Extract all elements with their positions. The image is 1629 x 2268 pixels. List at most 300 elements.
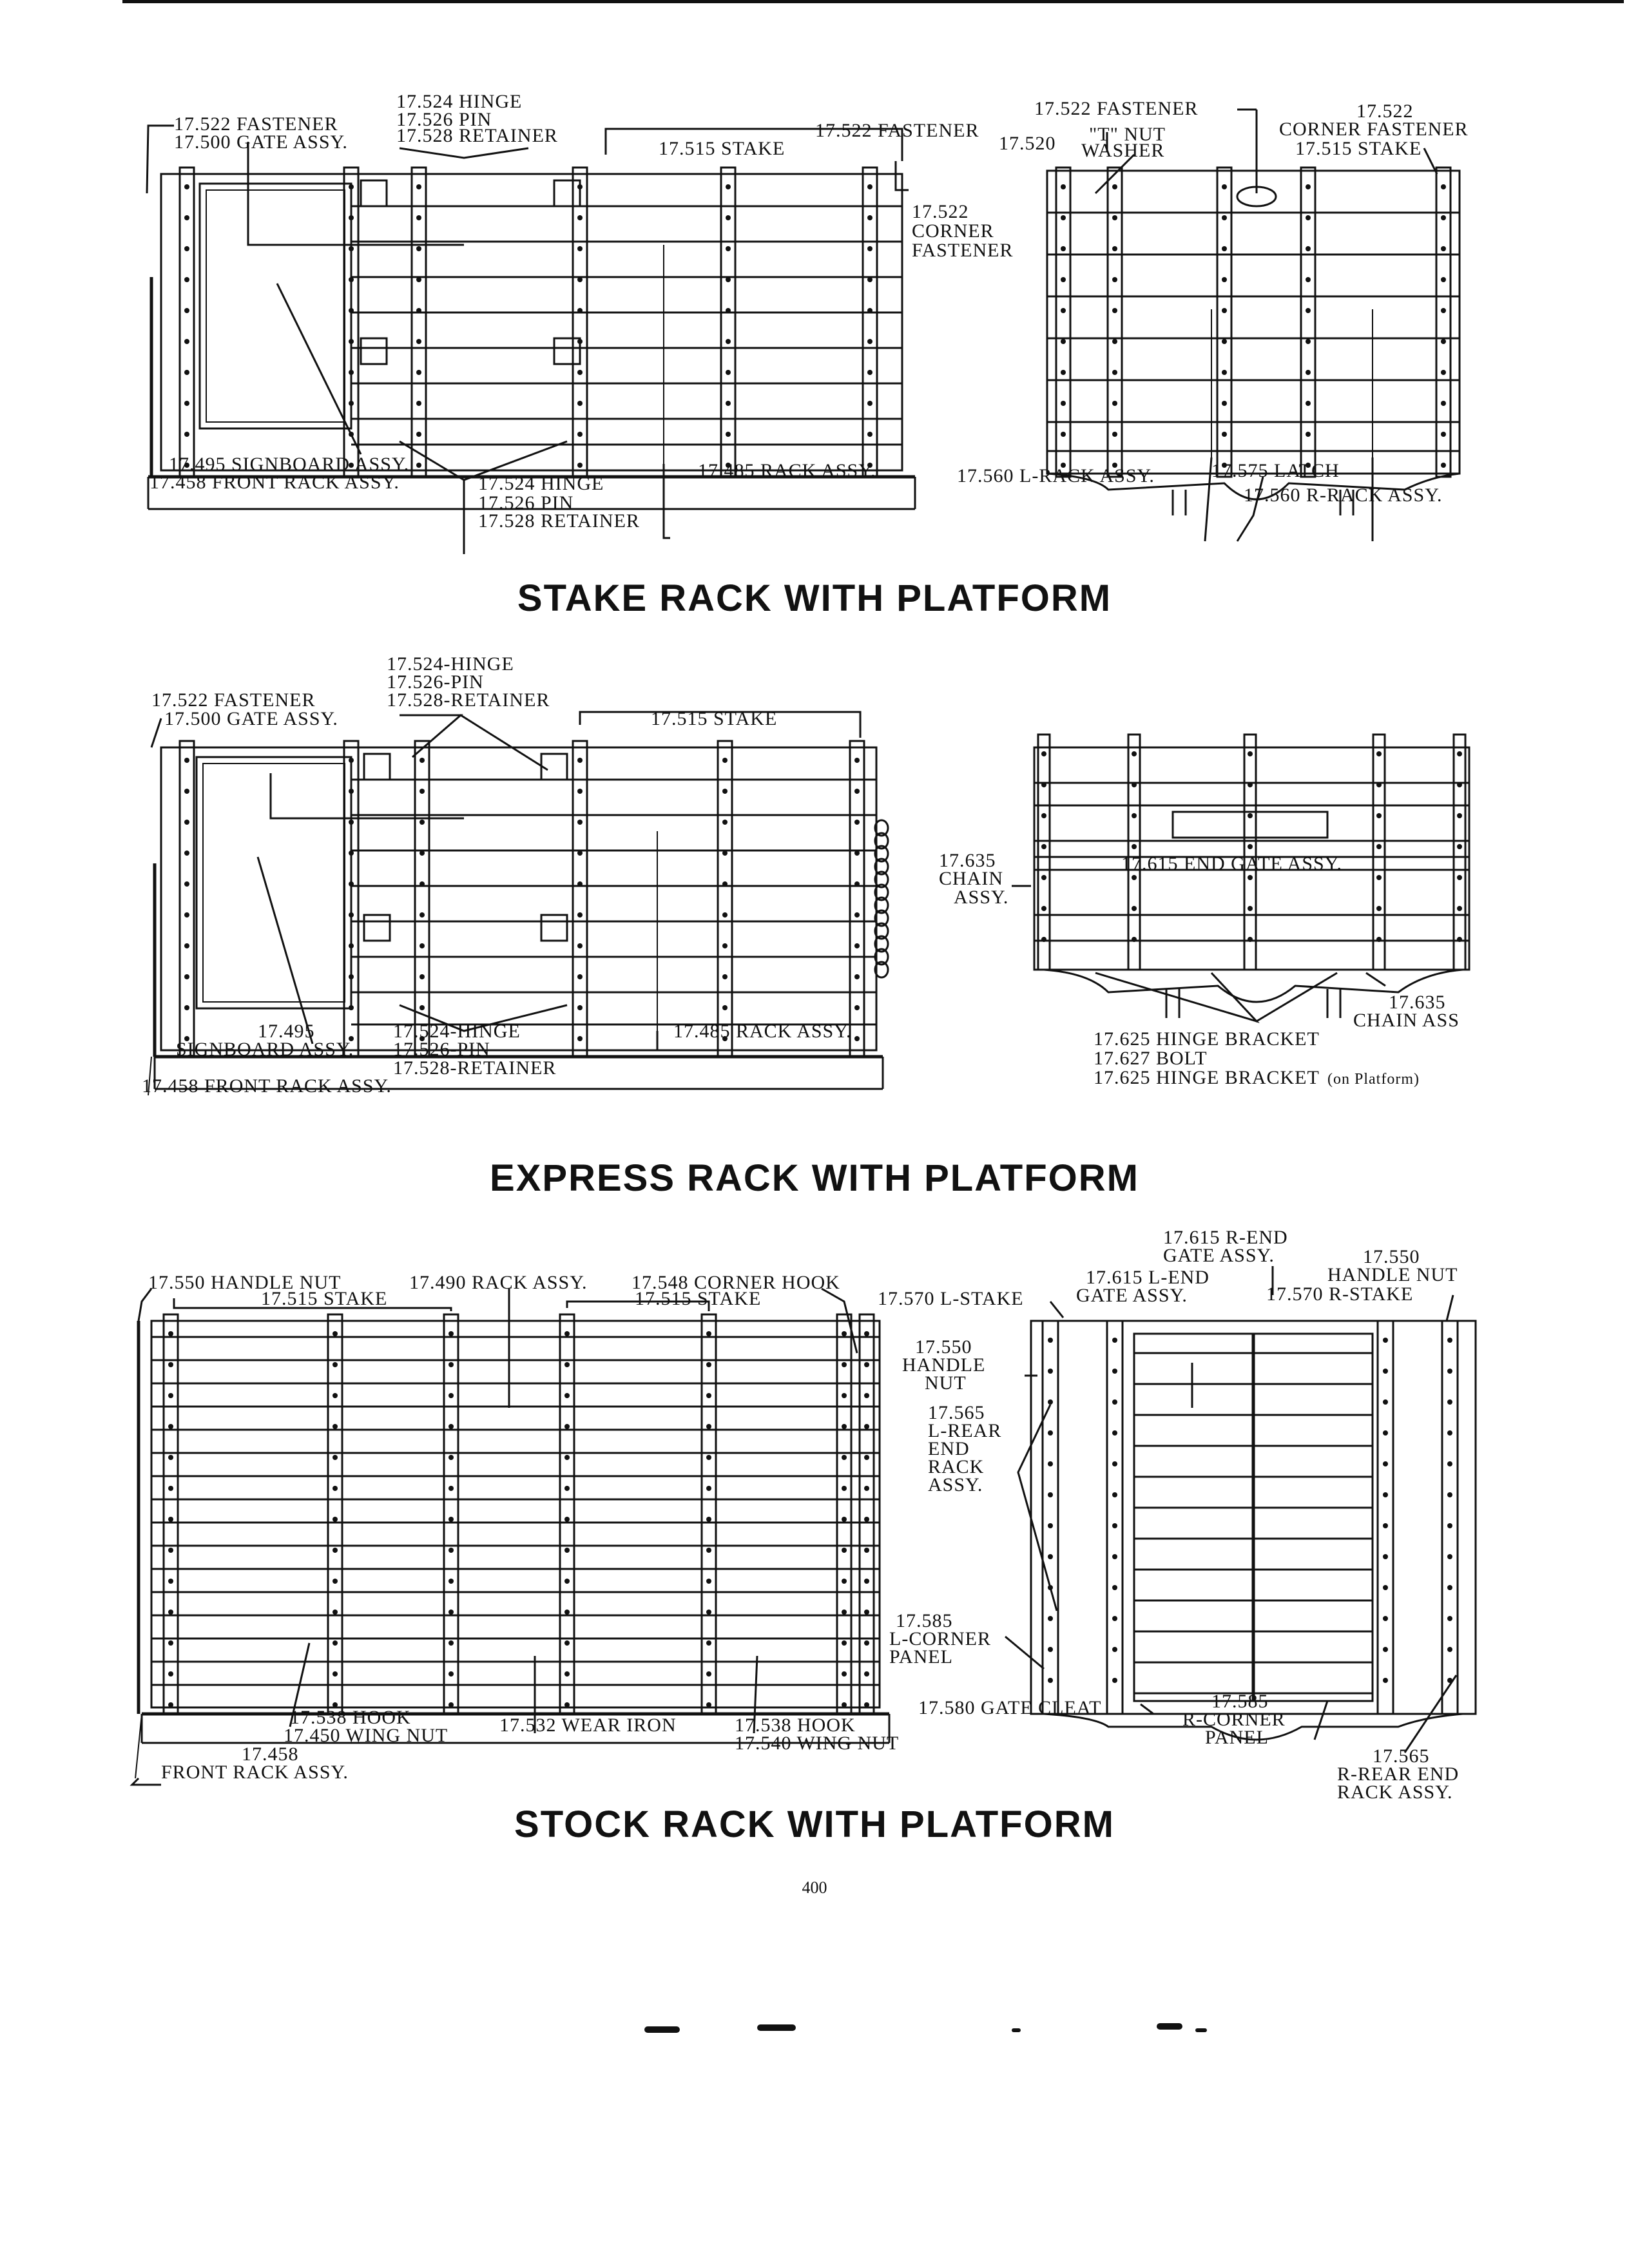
bolt-dot: [1041, 875, 1046, 880]
stock-end-label-r-corner-num: 17.585: [1211, 1691, 1269, 1712]
bolt-dot: [416, 432, 421, 437]
bolt-dot: [867, 401, 872, 406]
bolt-dot: [1041, 813, 1046, 818]
bolt-dot: [842, 1579, 847, 1584]
bolt-dot: [1383, 1338, 1388, 1343]
bolt-dot: [577, 850, 583, 856]
express-end-label-chain-num: 17.635: [939, 850, 996, 871]
bolt-dot: [333, 1548, 338, 1553]
bolt-dot: [1061, 277, 1066, 282]
stock-label-wing-nut: 17.450 WING NUT: [284, 1725, 448, 1746]
bolt-dot: [1041, 751, 1046, 756]
bolt-dot: [864, 1702, 869, 1707]
stake-post: [1108, 168, 1122, 477]
bolt-dot: [706, 1671, 711, 1677]
bolt-dot: [722, 758, 728, 763]
stake-label-stake: 17.515 STAKE: [659, 138, 786, 159]
stake-post: [1436, 168, 1451, 477]
stock-end-label-l-corner-panel: PANEL: [889, 1646, 953, 1667]
stake-label-fastener: 17.522 FASTENER: [174, 113, 338, 135]
scan-mark: [644, 2026, 680, 2033]
bolt-dot: [854, 850, 860, 856]
bolt-dot: [184, 789, 189, 794]
bolt-dot: [416, 463, 421, 468]
bolt-dot: [184, 881, 189, 887]
stake-post: [1373, 735, 1385, 970]
bolt-dot: [564, 1579, 570, 1584]
bolt-dot: [333, 1517, 338, 1522]
bolt-dot: [1248, 937, 1253, 942]
stock-end-label-r-corner: R-CORNER: [1182, 1709, 1286, 1730]
bolt-dot: [1441, 432, 1446, 437]
bolt-dot: [864, 1424, 869, 1429]
stock-end-label-r-stake: 17.570 R-STAKE: [1266, 1283, 1414, 1305]
bolt-dot: [1048, 1554, 1053, 1559]
stake-post: [1043, 1321, 1058, 1714]
bolt-dot: [448, 1548, 454, 1553]
stock-end-label-r-rear-assy: RACK ASSY.: [1337, 1782, 1453, 1803]
bolt-dot: [168, 1640, 173, 1646]
hinge-box: [361, 180, 387, 206]
stake-end-label-corner-num: 17.522: [1356, 101, 1414, 122]
bolt-dot: [854, 974, 860, 979]
stock-end-label-l-end: 17.615 L-END: [1086, 1267, 1210, 1288]
stock-end-label-nut: NUT: [925, 1372, 967, 1394]
bolt-dot: [577, 215, 583, 220]
bolt-dot: [726, 308, 731, 313]
bolt-dot: [1447, 1492, 1452, 1497]
bolt-dot: [1447, 1523, 1452, 1528]
stock-rack-title: STOCK RACK WITH PLATFORM: [514, 1803, 1115, 1845]
stock-label-hook: 17.538 HOOK: [290, 1707, 411, 1728]
bolt-dot: [448, 1486, 454, 1491]
bolt-dot: [564, 1362, 570, 1367]
bolt-dot: [1061, 339, 1066, 344]
bolt-dot: [854, 789, 860, 794]
bolt-dot: [1041, 906, 1046, 911]
stake-label-pin-2: 17.526 PIN: [478, 492, 574, 514]
bolt-dot: [1376, 937, 1382, 942]
bolt-dot: [1112, 339, 1117, 344]
bolt-dot: [577, 789, 583, 794]
scan-mark: [1195, 2028, 1207, 2032]
bolt-dot: [1383, 1461, 1388, 1466]
bolt-dot: [1376, 844, 1382, 849]
bolt-dot: [184, 974, 189, 979]
bolt-dot: [1441, 463, 1446, 468]
bolt-dot: [1306, 339, 1311, 344]
bolt-dot: [1383, 1585, 1388, 1590]
express-label-hinge-2: 17.524-HINGE: [393, 1021, 521, 1042]
stake-label-retainer-2: 17.528 RETAINER: [478, 510, 640, 532]
bolt-dot: [184, 277, 189, 282]
express-end-label-on-platform: (on Platform): [1327, 1071, 1420, 1088]
bolt-dot: [1061, 432, 1066, 437]
bolt-dot: [333, 1424, 338, 1429]
bolt-dot: [1441, 246, 1446, 251]
bolt-dot: [1222, 215, 1227, 220]
stock-end-label-end: END: [928, 1438, 970, 1459]
bolt-dot: [864, 1517, 869, 1522]
stock-end-label-r-rear: R-REAR END: [1337, 1763, 1460, 1785]
bolt-dot: [706, 1702, 711, 1707]
express-label-pin-2: 17.526-PIN: [393, 1039, 490, 1060]
bolt-dot: [564, 1393, 570, 1398]
stock-label-handle-nut: 17.550 HANDLE NUT: [148, 1272, 342, 1293]
bolt-dot: [1048, 1461, 1053, 1466]
bolt-dot: [577, 758, 583, 763]
bolt-dot: [1061, 308, 1066, 313]
stake-post: [1038, 735, 1050, 970]
bolt-dot: [1441, 401, 1446, 406]
bolt-dot: [1132, 844, 1137, 849]
bolt-dot: [1132, 813, 1137, 818]
bolt-dot: [564, 1424, 570, 1429]
bolt-dot: [1112, 1523, 1117, 1528]
stock-end-label-r-end-gate: GATE ASSY.: [1163, 1245, 1275, 1266]
bolt-dot: [722, 943, 728, 948]
bolt-dot: [1248, 844, 1253, 849]
bolt-dot: [1376, 875, 1382, 880]
stock-end-label-l-corner-num: 17.585: [896, 1610, 953, 1631]
bolt-dot: [184, 758, 189, 763]
bolt-dot: [1222, 432, 1227, 437]
bolt-dot: [184, 215, 189, 220]
bolt-dot: [722, 1005, 728, 1010]
bolt-dot: [419, 850, 425, 856]
bolt-dot: [577, 401, 583, 406]
bolt-dot: [1132, 751, 1137, 756]
bolt-dot: [842, 1331, 847, 1336]
stake-label-rack-assy: 17.485 RACK ASSY.: [698, 460, 876, 481]
bolt-dot: [1132, 937, 1137, 942]
bolt-dot: [1112, 1369, 1117, 1374]
bolt-dot: [726, 401, 731, 406]
express-label-pin: 17.526-PIN: [387, 671, 484, 693]
bolt-dot: [1306, 184, 1311, 189]
bolt-dot: [168, 1579, 173, 1584]
bolt-dot: [349, 339, 354, 344]
bolt-dot: [564, 1548, 570, 1553]
bolt-dot: [184, 184, 189, 189]
bolt-dot: [854, 1005, 860, 1010]
bolt-dot: [706, 1548, 711, 1553]
bolt-dot: [333, 1362, 338, 1367]
express-label-gate-assy: 17.500 GATE ASSY.: [164, 708, 338, 729]
bolt-dot: [349, 881, 354, 887]
page-number: 400: [802, 1878, 827, 1897]
bolt-dot: [577, 370, 583, 375]
bolt-dot: [867, 339, 872, 344]
bolt-dot: [1441, 308, 1446, 313]
bolt-dot: [564, 1610, 570, 1615]
bolt-dot: [184, 401, 189, 406]
bolt-dot: [1048, 1430, 1053, 1436]
bolt-dot: [854, 881, 860, 887]
bolt-dot: [864, 1455, 869, 1460]
bolt-dot: [1383, 1554, 1388, 1559]
bolt-dot: [1441, 370, 1446, 375]
express-rack-diagram: [0, 644, 1629, 1134]
bolt-dot: [1112, 184, 1117, 189]
stake-post: [1056, 168, 1070, 477]
bolt-dot: [726, 432, 731, 437]
bolt-dot: [168, 1424, 173, 1429]
bolt-dot: [726, 246, 731, 251]
bolt-dot: [168, 1486, 173, 1491]
hinge-box: [541, 754, 567, 780]
bolt-dot: [1112, 246, 1117, 251]
express-label-retainer: 17.528-RETAINER: [387, 689, 550, 711]
stock-end-label-gate-cleat: 17.580 GATE CLEAT: [918, 1697, 1102, 1718]
bolt-dot: [577, 974, 583, 979]
bolt-dot: [1112, 1399, 1117, 1405]
stake-label-retainer: 17.528 RETAINER: [396, 125, 558, 146]
bolt-dot: [448, 1455, 454, 1460]
bolt-dot: [577, 820, 583, 825]
bolt-dot: [1447, 1338, 1452, 1343]
bolt-dot: [1457, 844, 1462, 849]
bolt-dot: [864, 1548, 869, 1553]
express-label-signboard: SIGNBOARD ASSY.: [176, 1039, 354, 1060]
stake-rack-diagram: [0, 64, 1629, 554]
bolt-dot: [1048, 1492, 1053, 1497]
stake-post: [1217, 168, 1231, 477]
bolt-dot: [722, 881, 728, 887]
bolt-dot: [168, 1455, 173, 1460]
stake-post: [1244, 735, 1256, 970]
bolt-dot: [1112, 1678, 1117, 1683]
bolt-dot: [854, 912, 860, 918]
bolt-dot: [1048, 1523, 1053, 1528]
bolt-dot: [1376, 751, 1382, 756]
bolt-dot: [1447, 1369, 1452, 1374]
bolt-dot: [1248, 875, 1253, 880]
bolt-dot: [1376, 813, 1382, 818]
bolt-dot: [706, 1393, 711, 1398]
bolt-dot: [842, 1486, 847, 1491]
stock-end-label-l-rear-num: 17.565: [928, 1402, 985, 1423]
bolt-dot: [1222, 277, 1227, 282]
stake-label-signboard: 17.495 SIGNBOARD ASSY.: [169, 454, 410, 475]
stake-post: [180, 168, 194, 477]
stock-end-label-handle-num-2: 17.550: [915, 1336, 972, 1358]
stake-label-pin: 17.526 PIN: [396, 109, 492, 130]
bolt-dot: [168, 1393, 173, 1398]
bolt-dot: [1447, 1399, 1452, 1405]
bolt-dot: [564, 1517, 570, 1522]
bolt-dot: [1112, 1338, 1117, 1343]
hinge-box: [554, 338, 580, 364]
bolt-dot: [842, 1424, 847, 1429]
stock-label-wear-iron: 17.532 WEAR IRON: [499, 1715, 677, 1736]
bolt-dot: [1441, 339, 1446, 344]
bolt-dot: [842, 1671, 847, 1677]
bolt-dot: [1447, 1647, 1452, 1652]
bolt-dot: [448, 1517, 454, 1522]
bolt-dot: [448, 1331, 454, 1336]
stake-post: [412, 168, 426, 477]
bolt-dot: [1222, 184, 1227, 189]
bolt-dot: [416, 339, 421, 344]
bolt-dot: [168, 1362, 173, 1367]
bolt-dot: [349, 789, 354, 794]
bolt-dot: [726, 370, 731, 375]
bolt-dot: [564, 1671, 570, 1677]
bolt-dot: [867, 246, 872, 251]
bolt-dot: [419, 1005, 425, 1010]
stock-label-stake: 17.515 STAKE: [261, 1288, 388, 1309]
stake-post: [721, 168, 735, 477]
bolt-dot: [577, 463, 583, 468]
bolt-dot: [726, 277, 731, 282]
bolt-dot: [1383, 1647, 1388, 1652]
bolt-dot: [1222, 339, 1227, 344]
bolt-dot: [864, 1486, 869, 1491]
bolt-dot: [448, 1640, 454, 1646]
bolt-dot: [349, 184, 354, 189]
bolt-dot: [842, 1362, 847, 1367]
express-label-front-rack: 17.458 FRONT RACK ASSY.: [142, 1075, 392, 1097]
stock-side-view: [139, 1314, 889, 1743]
stake-post: [1301, 168, 1315, 477]
bolt-dot: [577, 277, 583, 282]
bolt-dot: [706, 1455, 711, 1460]
express-label-rack-assy: 17.485 RACK ASSY.: [673, 1021, 852, 1042]
stock-end-label-handle-num: 17.550: [1363, 1246, 1420, 1267]
bolt-dot: [168, 1610, 173, 1615]
express-label-fastener: 17.522 FASTENER: [151, 689, 316, 711]
stock-end-label-handle: HANDLE: [902, 1354, 986, 1376]
bolt-dot: [1383, 1492, 1388, 1497]
express-label-retainer-2: 17.528-RETAINER: [393, 1057, 557, 1079]
bolt-dot: [842, 1455, 847, 1460]
bolt-dot: [864, 1362, 869, 1367]
bolt-dot: [867, 370, 872, 375]
bolt-dot: [1306, 215, 1311, 220]
bolt-dot: [564, 1640, 570, 1646]
bolt-dot: [867, 277, 872, 282]
bolt-dot: [842, 1548, 847, 1553]
stake-post: [1128, 735, 1140, 970]
bolt-dot: [184, 246, 189, 251]
stake-end-label-stake: 17.515 STAKE: [1295, 138, 1422, 159]
bolt-dot: [1112, 401, 1117, 406]
bolt-dot: [349, 370, 354, 375]
bolt-dot: [1447, 1616, 1452, 1621]
bolt-dot: [1376, 782, 1382, 787]
bolt-dot: [168, 1548, 173, 1553]
bolt-dot: [1248, 751, 1253, 756]
bolt-dot: [1132, 906, 1137, 911]
bolt-dot: [726, 215, 731, 220]
bolt-dot: [1441, 277, 1446, 282]
stake-post: [863, 168, 877, 477]
stake-end-label-r-rack: 17.560 R-RACK ASSY.: [1244, 485, 1443, 506]
bolt-dot: [706, 1362, 711, 1367]
bolt-dot: [1441, 184, 1446, 189]
bolt-dot: [1457, 937, 1462, 942]
stake-post: [837, 1314, 851, 1714]
bolt-dot: [706, 1424, 711, 1429]
bolt-dot: [722, 820, 728, 825]
bolt-dot: [349, 246, 354, 251]
express-end-label-hinge-bracket: 17.625 HINGE BRACKET: [1094, 1028, 1320, 1050]
bolt-dot: [1457, 906, 1462, 911]
bolt-dot: [1306, 401, 1311, 406]
bolt-dot: [1457, 751, 1462, 756]
bolt-dot: [333, 1486, 338, 1491]
bolt-dot: [1112, 1585, 1117, 1590]
express-end-view: [1034, 735, 1469, 1018]
stake-label-corner: CORNER: [912, 220, 994, 242]
bolt-dot: [1447, 1554, 1452, 1559]
bolt-dot: [1248, 782, 1253, 787]
stock-end-label-r-rear-num: 17.565: [1373, 1745, 1430, 1767]
bolt-dot: [722, 850, 728, 856]
stock-end-label-l-end-gate: GATE ASSY.: [1076, 1285, 1188, 1306]
bolt-dot: [184, 308, 189, 313]
hinge-box: [554, 180, 580, 206]
bolt-dot: [448, 1424, 454, 1429]
bolt-dot: [349, 758, 354, 763]
bolt-dot: [1457, 782, 1462, 787]
bolt-dot: [1112, 1554, 1117, 1559]
bolt-dot: [349, 308, 354, 313]
stock-end-label-assy: ASSY.: [928, 1474, 983, 1495]
bolt-dot: [1048, 1678, 1053, 1683]
bolt-dot: [1061, 401, 1066, 406]
bolt-dot: [842, 1640, 847, 1646]
bolt-dot: [416, 184, 421, 189]
stock-end-view: [1031, 1321, 1476, 1740]
bolt-dot: [1048, 1399, 1053, 1405]
bolt-dot: [349, 943, 354, 948]
bolt-dot: [1048, 1647, 1053, 1652]
bolt-dot: [722, 974, 728, 979]
bolt-dot: [1306, 246, 1311, 251]
bolt-dot: [1248, 906, 1253, 911]
bolt-dot: [706, 1640, 711, 1646]
stake-post: [573, 168, 587, 477]
stake-post: [560, 1314, 574, 1714]
bolt-dot: [722, 912, 728, 918]
bolt-dot: [416, 277, 421, 282]
bolt-dot: [349, 1005, 354, 1010]
bolt-dot: [1112, 277, 1117, 282]
bolt-dot: [349, 850, 354, 856]
bolt-dot: [168, 1671, 173, 1677]
bolt-dot: [564, 1486, 570, 1491]
hinge-box: [361, 338, 387, 364]
bolt-dot: [168, 1331, 173, 1336]
bolt-dot: [416, 308, 421, 313]
hinge-box: [541, 915, 567, 941]
bolt-dot: [867, 308, 872, 313]
bolt-dot: [349, 974, 354, 979]
bolt-dot: [416, 246, 421, 251]
hinge-box: [364, 915, 390, 941]
bolt-dot: [1112, 215, 1117, 220]
stake-post: [328, 1314, 342, 1714]
stock-end-label-r-end: 17.615 R-END: [1163, 1227, 1288, 1248]
bolt-dot: [419, 820, 425, 825]
bolt-dot: [864, 1640, 869, 1646]
stake-post: [702, 1314, 716, 1714]
stake-label-hinge: 17.524 HINGE: [396, 91, 523, 112]
scan-mark: [757, 2024, 796, 2031]
stake-label-hinge-2: 17.524 HINGE: [478, 473, 604, 494]
